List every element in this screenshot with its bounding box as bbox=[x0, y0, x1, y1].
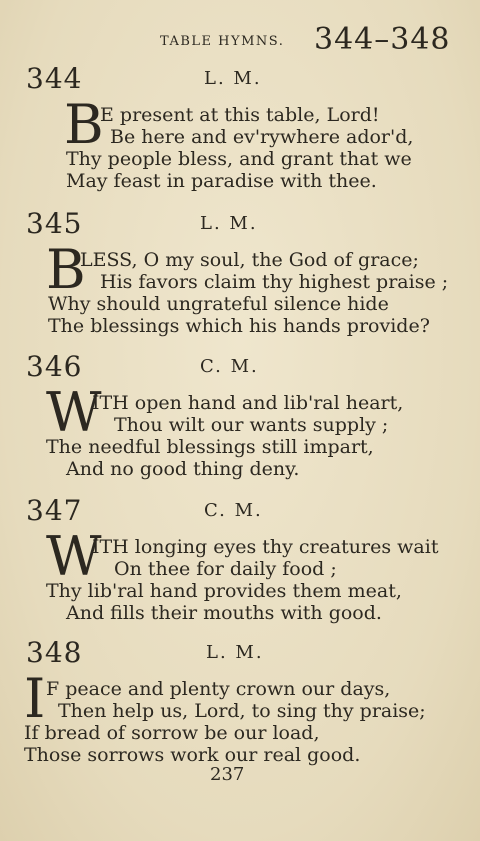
hymn-number: 346 bbox=[26, 350, 83, 383]
hymn-meter: C. M. bbox=[200, 356, 259, 377]
hymn-number: 344 bbox=[26, 62, 83, 95]
running-head-range: 344–348 bbox=[314, 22, 451, 57]
verse-line: ITH open hand and lib'ral heart, bbox=[92, 392, 404, 414]
verse-line: Why should ungrateful silence hide bbox=[48, 293, 389, 315]
hymn-number: 345 bbox=[26, 207, 83, 240]
hymn-meter: L. M. bbox=[200, 213, 258, 234]
verse-line: And fills their mouths with good. bbox=[66, 602, 382, 624]
verse-line: The needful blessings still impart, bbox=[46, 436, 374, 458]
hymn-meter: L. M. bbox=[204, 68, 262, 89]
verse-line: If bread of sorrow be our load, bbox=[24, 722, 320, 744]
verse-line: ITH longing eyes thy creatures wait bbox=[92, 536, 439, 558]
verse-line: May feast in paradise with thee. bbox=[66, 170, 377, 192]
hymn-meter: C. M. bbox=[204, 500, 263, 521]
verse-line: And no good thing deny. bbox=[66, 458, 300, 480]
verse-line: F peace and plenty crown our days, bbox=[46, 678, 391, 700]
verse-line: Those sorrows work our real good. bbox=[24, 744, 361, 766]
hymn-number: 348 bbox=[26, 636, 83, 669]
verse-line: Thy lib'ral hand provides them meat, bbox=[46, 580, 402, 602]
running-head bbox=[0, 22, 480, 62]
verse-line: His favors claim thy highest praise ; bbox=[100, 271, 449, 293]
verse-line: Thou wilt our wants supply ; bbox=[114, 414, 389, 436]
drop-cap: B bbox=[46, 238, 86, 301]
verse-line: E present at this table, Lord! bbox=[100, 104, 380, 126]
verse-line: LESS, O my soul, the God of grace; bbox=[80, 249, 419, 271]
drop-cap: I bbox=[24, 667, 46, 730]
drop-cap: W bbox=[46, 381, 102, 444]
drop-cap: B bbox=[64, 93, 104, 156]
verse-line: Then help us, Lord, to sing thy praise; bbox=[58, 700, 426, 722]
verse-line: Thy people bless, and grant that we bbox=[66, 148, 412, 170]
hymn-number: 347 bbox=[26, 494, 83, 527]
page-number: 237 bbox=[210, 764, 245, 785]
verse-line: Be here and ev'rywhere ador'd, bbox=[110, 126, 414, 148]
drop-cap: W bbox=[46, 525, 102, 588]
running-head-title: TABLE HYMNS. bbox=[160, 34, 285, 49]
verse-line: On thee for daily food ; bbox=[114, 558, 337, 580]
hymn-meter: L. M. bbox=[206, 642, 264, 663]
verse-line: The blessings which his hands provide? bbox=[48, 315, 430, 337]
